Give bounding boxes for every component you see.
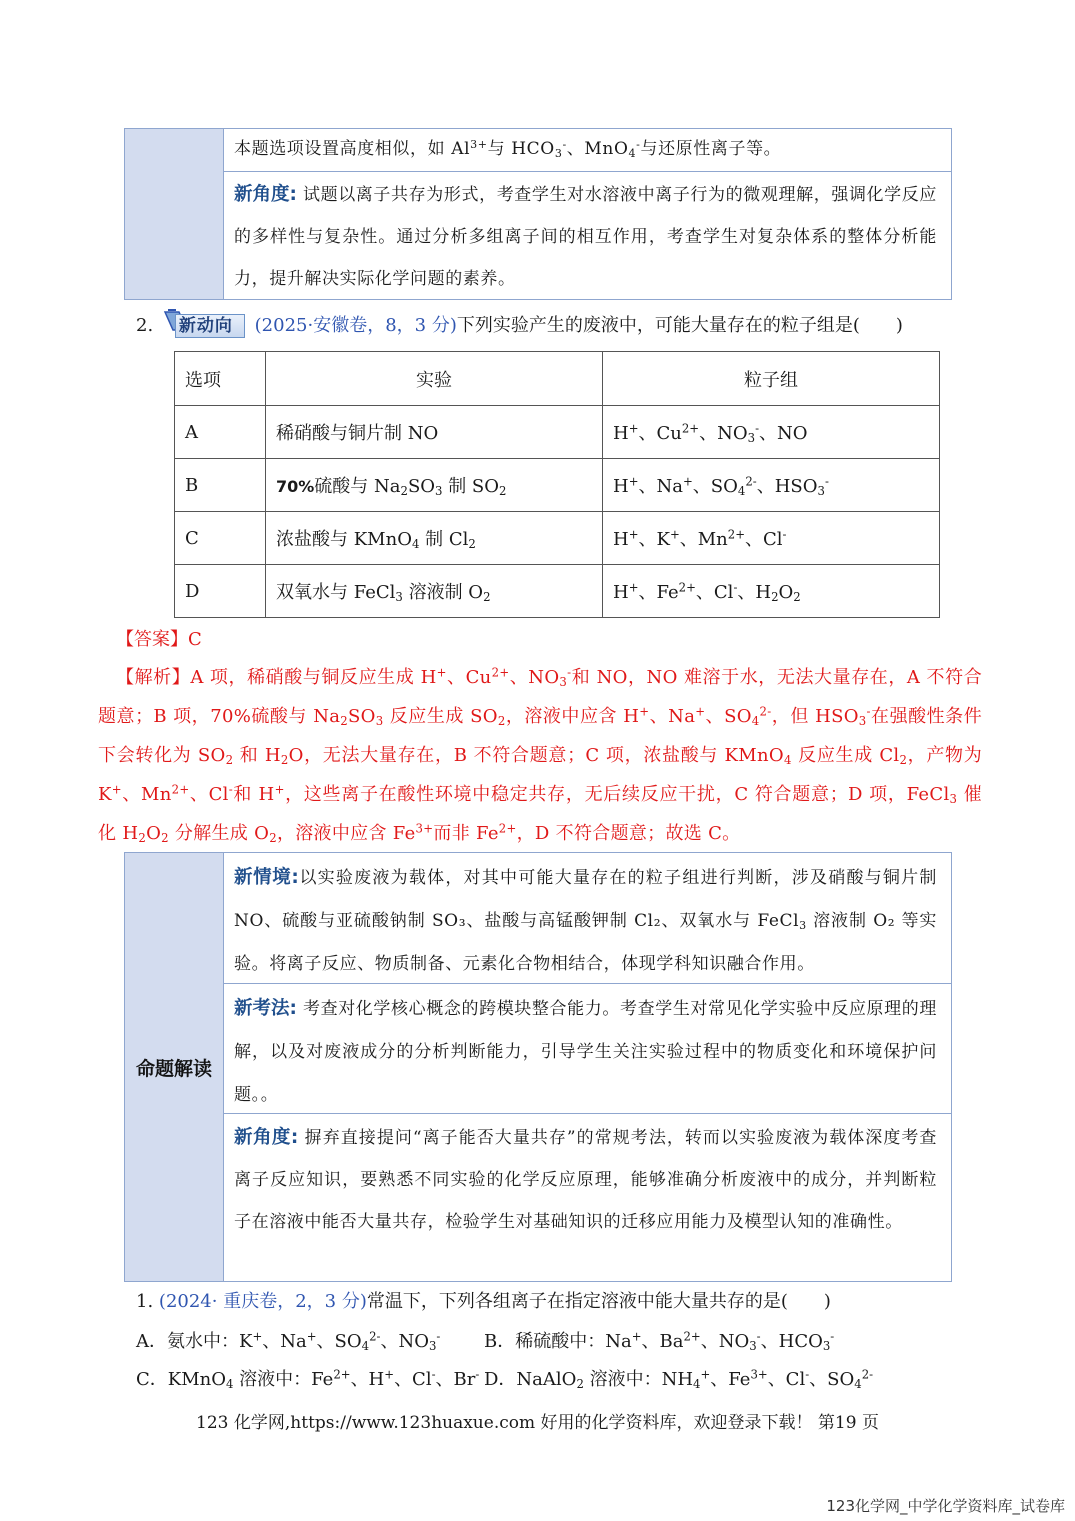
option-cell: D <box>175 565 266 618</box>
commentary-text: 摒弃直接提问“离子能否大量共存”的常规考法，转而以实验废液为载体深度考查离子反应知识，要熟悉不同实验的化学反应原理，能够准确分析废液中的成分，并判断粒子在溶液中能否大量共存，检验学生对基础知识的迁移应用能力及模型认知的准确性。 <box>234 1128 937 1232</box>
ions-cell: H+、$Fe^{2+}$、Cl-、$H_2O_2$ <box>603 565 940 618</box>
commentary-row: 本题选项设置高度相似，如 $Al^{3+}$与 $HCO_3^-$、MnO$_4$-与还原性离子等。 <box>234 137 782 160</box>
question-number: 1. <box>136 1291 154 1312</box>
table-header-row <box>175 352 940 406</box>
tag-label: 新动向 <box>178 316 233 336</box>
answer-label: 【答案】 <box>116 629 188 650</box>
table-header: 选项 <box>175 352 266 406</box>
choice-c: C．KMnO$_4$ 溶液中：$Fe^{2+}$、H+、Cl-、Br- <box>136 1367 480 1391</box>
page-footer: 123 化学网,https://www.123huaxue.com 好用的化学资料库，欢迎登录下载！ 第19 页 <box>196 1413 879 1433</box>
commentary-row: 新情境:以实验废液为载体，对其中可能大量存在的粒子组进行判断，涉及硝酸与铜片制 NO、硫酸与亚硫酸钠制 SO₃、盐酸与高锰酸钾制 Cl₂、双氧水与 FeCl$_3$ 溶液制 O₂ 等实验。将离子反应、物质制备、元素化合物相结合，体现学科知识融合作用。 <box>234 867 938 974</box>
commentary-side <box>125 853 224 1281</box>
answer-value: C <box>188 629 202 650</box>
experiment-cell: 浓盐酸与 KMnO$_4$ 制 $Cl_2$ <box>266 512 603 565</box>
choice-d: D．NaAlO$_2$ 溶液中：$NH_4^+$、$Fe^{3+}$、Cl-、$SO_4^{2-}$ <box>484 1367 874 1391</box>
ions-cell: H+、K+、$Mn^{2+}$、Cl- <box>603 512 940 565</box>
commentary-row <box>224 983 951 1113</box>
question-2-line <box>136 312 903 340</box>
keyword-new-context: 新情境: <box>234 867 299 888</box>
commentary-row <box>224 1113 951 1281</box>
table-row <box>175 512 940 565</box>
commentary-text: 试题以离子共存为形式，考查学生对水溶液中离子行为的微观理解，强调化学反应的多样性与复杂性。通过分析多组离子间的相互作用，考查学生对复杂体系的整体分析能力，提升解决实际化学问题的素养。 <box>234 185 937 289</box>
table-header: 粒子组 <box>603 352 940 406</box>
new-trend-tag <box>159 312 247 340</box>
experiment-cell: 稀硝酸与铜片制 NO <box>266 406 603 459</box>
table-row <box>175 459 940 512</box>
question-stem: 常温下，下列各组离子在指定溶液中能大量共存的是( ) <box>366 1291 831 1312</box>
table-header: 实验 <box>266 352 603 406</box>
question-stem: 下列实验产生的废液中，可能大量存在的粒子组是( ) <box>456 315 903 336</box>
option-cell: B <box>175 459 266 512</box>
keyword-new-angle: 新角度: <box>234 184 297 205</box>
ions-cell: H+、Na+、$SO_4^{2-}$、$HSO_3^-$ <box>603 459 940 512</box>
option-cell: A <box>175 406 266 459</box>
experiment-cell: 70%硫酸与 $Na_2SO_3$ 制 $SO_2$ <box>266 459 603 512</box>
option-cell: C <box>175 512 266 565</box>
question-1-line <box>136 1290 831 1314</box>
table-row <box>175 565 940 618</box>
table-row <box>175 406 940 459</box>
commentary-side <box>125 129 224 299</box>
keyword-new-angle: 新角度: <box>234 1127 299 1148</box>
question-source: (2025·安徽卷，8，3 分) <box>254 315 457 336</box>
analysis-text: 【解析】A 项，稀硝酸与铜反应生成 H+、$Cu^{2+}$、$NO_3^-$和 NO，NO 难溶于水，无法大量存在，A 不符合题意；B 项，70%硫酸与 $Na_2SO_3$ 反应生成 $SO_2$，溶液中应含 H+、Na+、$SO_4^{2-}$，但 $HSO_3^-$在强酸性条件下会转化为 $SO_2$ 和 $H_2O$，无法大量存在，B 不符合题意；C 项，浓盐酸与 KMnO$_4$ 反应生成 $Cl_2$，产物为 K+、$Mn^{2+}$、Cl-和 H+，这些离子在酸性环境中稳定共存，无后续反应干扰，C 符合题意；D 项，FeCl$_3$ 催化 $H_2O_2$ 分解生成 $O_2$，溶液中应含 $Fe^{3+}$而非 $Fe^{2+}$，D 不符合题意；故选 C。 <box>98 665 983 845</box>
question-number: 2. <box>136 315 154 336</box>
commentary-row <box>224 171 951 299</box>
side-label: 命题解读 <box>135 1057 212 1080</box>
options-table <box>174 351 940 618</box>
keyword-new-method: 新考法: <box>234 998 297 1019</box>
choice-a: A．氨水中：K+、Na+、$SO_4^{2-}$、$NO_3^-$ <box>136 1329 441 1353</box>
question-source: (2024· 重庆卷，2，3 分) <box>158 1291 367 1312</box>
commentary-box-top <box>124 128 952 300</box>
commentary-box-bottom <box>124 852 952 1282</box>
ions-cell: H+、$Cu^{2+}$、$NO_3^-$、NO <box>603 406 940 459</box>
answer-line <box>116 628 202 652</box>
experiment-cell: 双氧水与 FeCl$_3$ 溶液制 $O_2$ <box>266 565 603 618</box>
commentary-text: 考查对化学核心概念的跨模块整合能力。考查学生对常见化学实验中反应原理的理解，以及对废液成分的分析判断能力，引导学生关注实验过程中的物质变化和环境保护问题。。 <box>234 999 937 1105</box>
choice-b: B．稀硫酸中：Na+、$Ba^{2+}$、$NO_3^-$、$HCO_3^-$ <box>484 1329 835 1353</box>
watermark: 123化学网_中学化学资料库_试卷库 <box>826 1497 1065 1515</box>
